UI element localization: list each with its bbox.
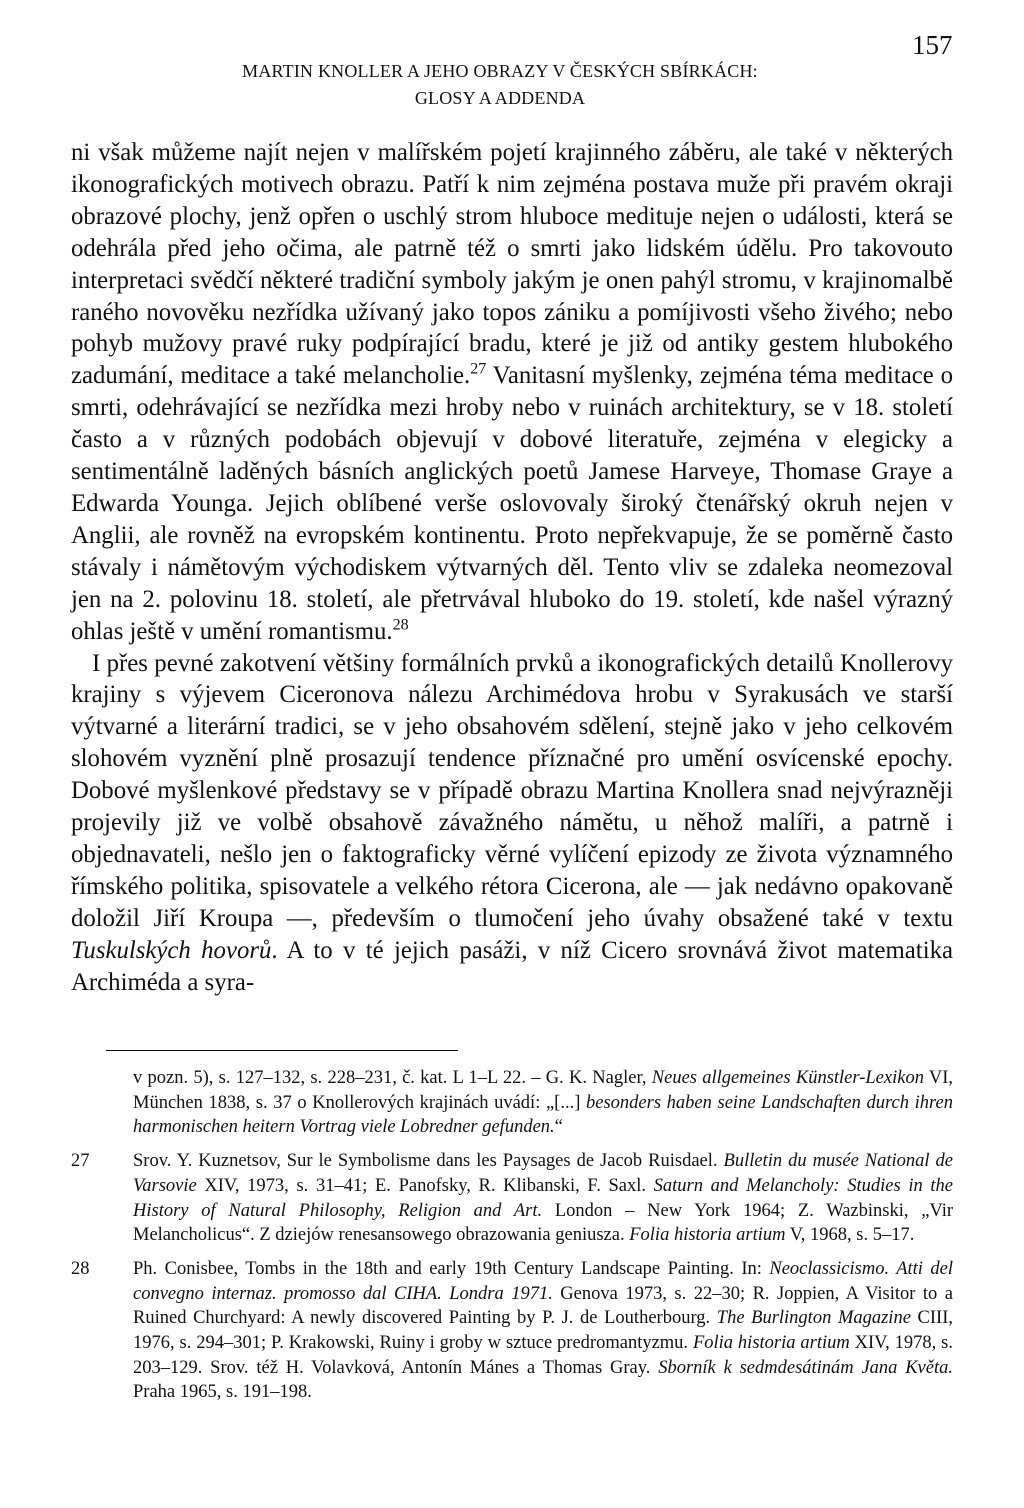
footnote-28-italic-a: Neoclassicismo. Atti del convegno internaz. promosso dal CIHA. Londra 1971. [133, 1258, 953, 1304]
footnote-ref-28: 28 [392, 616, 409, 634]
footnote-continuation [71, 1066, 953, 1140]
footnote-28-text-a: Ph. Conisbee, Tombs in the 18th and early 19th Century Landscape Painting. In: [133, 1258, 770, 1279]
footnote-cont-text-2: VI, München 1838, s. 37 o Knollerových krajinách uvádí: „[...] [133, 1068, 954, 1113]
paragraph-1 [71, 137, 953, 648]
footnote-cont-italic-1: Neues allgemeines Künstler-Lexikon [651, 1068, 924, 1088]
footnote-28-text-c: CIII, 1976, s. 294–301; P. Krakowski, Ruiny i groby w sztuce predromantyzmu. [133, 1308, 953, 1354]
footnote-28-italic-d: Sborník k sedmdesátinám Jana Květa. [658, 1357, 953, 1378]
paragraph-2-text-a: I přes pevné zakotvení většiny formálních prvků a ikonografických detailů Knollerovy krajiny s výjevem Ciceronova nálezu Archimédova hrobu v Syrakusách ve starší výtvarné a literární tradici, se v jeho obsahovém sdělení, stejně jako v jeho celkovém slohovém vyznění plně prosazují tendence příznačné pro umění osvícenské epochy. Dobové myšlenkové představy se v případě obrazu Martina Knollera snad nejvýrazněji projevily již ve volbě obsahově závažného námětu, u něhož malíři, a patrně i objednavateli, nešlo jen o faktograficky věrné vylíčení epizody ze života významného římského politika, spisovatele a velkého rétora Cicerona, ale — jak nedávno opakovaně doložil Jiří Kroupa —, především o tlumočení jeho úvahy obsažené také v textu [71, 649, 953, 932]
paragraph-2-text-b: . A to v té jejich pasáži, v níž Cicero srovnává život matematika Archiméda a syra- [71, 936, 953, 996]
running-header-line-1: MARTIN KNOLLER A JEHO OBRAZY V ČESKÝCH SBÍRKÁCH: [242, 61, 758, 81]
footnote-27-text-a: Srov. Y. Kuznetsov, Sur le Symbolisme dans les Paysages de Jacob Ruisdael. [133, 1151, 724, 1172]
footnote-separator [106, 1050, 458, 1051]
footnote-number-28: 28 [71, 1258, 90, 1279]
footnote-28-text-b: Genova 1973, s. 22–30; R. Joppien, A Visitor to a Ruined Churchyard: A newly discovered Painting by P. J. de Loutherbourg. [133, 1283, 953, 1329]
footnote-cont-italic-2: besonders haben seine Landschaften durch ihren harmonischen heitern Vortrag viele Lobredner gefunden. [133, 1092, 953, 1138]
footnote-27-italic-a: Bulletin du musée National de Varsovie [133, 1151, 953, 1196]
footnote-27-text-c: London – New York 1964; Z. Wazbinski, „Vir Melancholicus“. Z dziejów renesansowego obrazowania geniusza. [133, 1200, 953, 1246]
running-header-line-2: GLOSY A ADDENDA [414, 88, 586, 108]
footnote-28 [71, 1257, 953, 1405]
page-number: 157 [912, 30, 953, 60]
footnote-28-text-e: Praha 1965, s. 191–198. [133, 1382, 312, 1403]
footnote-ref-27: 27 [470, 361, 487, 379]
footnote-27-italic-c: Folia historia artium [629, 1225, 786, 1246]
main-text [71, 137, 953, 998]
paragraph-2 [71, 648, 953, 999]
footnote-cont-text-1: v pozn. 5), s. 127–132, s. 228–231, č. kat. L 1–L 22. – G. K. Nagler, [133, 1068, 652, 1088]
running-header [150, 58, 850, 112]
footnote-27-italic-b: Saturn and Melancholy: Studies in the History of Natural Philosophy, Religion and Art. [133, 1175, 953, 1221]
paragraph-1-text-b: Vanitasní myšlenky, zejména téma meditace o smrti, odehrávající se nezřídka mezi hroby nebo v ruinách architektury, se v 18. století často a v různých podobách objevují v dobové literatuře, zejména v elegicky a sentimentálně laděných básních anglických poetů Jamese Harveye, Thomase Graye a Edwarda Younga. Jejich oblíbené verše oslovovaly široký čtenářský okruh nejen v Anglii, ale rovněž na evropském kontinentu. Proto nepřekvapuje, že se poměrně často stávaly i námětovým východiskem výtvarných děl. Tento vliv se zdaleka neomezoval jen na 2. polovinu 18. století, ale přetrvával hluboko do 19. století, kde našel výrazný ohlas ještě v umění romantismu. [71, 362, 953, 645]
footnotes [71, 1066, 953, 1405]
footnote-28-text [133, 1257, 953, 1405]
footnote-cont-text-3: “ [554, 1117, 563, 1138]
footnote-28-italic-c: Folia historia artium [692, 1333, 850, 1354]
footnote-27-text-d: V, 1968, s. 5–17. [785, 1225, 915, 1246]
footnote-28-italic-b: The Burlington Magazine [716, 1308, 911, 1329]
footnote-27 [71, 1149, 953, 1248]
footnote-27-text [133, 1149, 953, 1248]
paragraph-1-text-a: ni však můžeme najít nejen v malířském pojetí krajinného záběru, ale také v některých ikonografických motivech obrazu. Patří k nim zejména postava muže při pravém okraji obrazové plochy, jenž opřen o uschlý strom hluboce medituje nejen o události, která se odehrála před jeho očima, ale patrně též o smrti jako lidském údělu. Pro takovouto interpretaci svědčí některé tradiční symboly jakým je onen pahýl stromu, v krajinomalbě raného novověku nezřídka užívaný jako topos zániku a pomíjivosti všeho živého; nebo pohyb mužovy pravé ruky podpírající bradu, které je již od antiky gestem hlubokého zadumání, meditace a také melancholie. [71, 139, 953, 390]
footnote-number-27: 27 [71, 1151, 90, 1172]
footnote-27-text-b: XIV, 1973, s. 31–41; E. Panofsky, R. Klibanski, F. Saxl. [196, 1175, 654, 1196]
footnote-28-text-d: XIV, 1978, s. 203–129. Srov. též H. Volavková, Antonín Mánes a Thomas Gray. [133, 1333, 953, 1378]
work-title: Tuskulských hovorů [71, 936, 272, 964]
